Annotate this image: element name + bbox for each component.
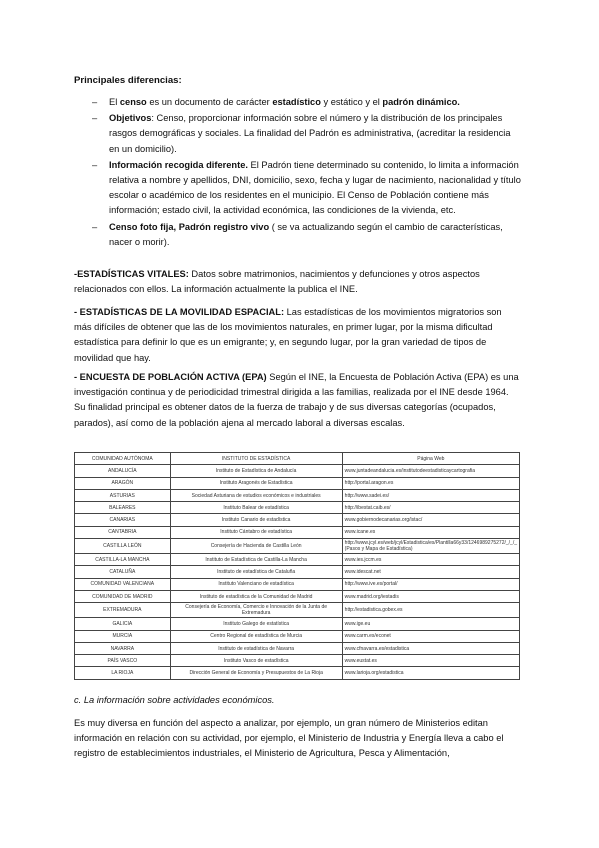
- statistics-institutes-table: [74, 452, 520, 680]
- cell-institute: Instituto Canario de estadística: [170, 514, 342, 526]
- table-row: [75, 514, 520, 526]
- cell-region: ANDALUCÍA: [75, 465, 171, 477]
- cell-website: http://www.sadei.es/: [342, 489, 519, 501]
- cell-institute: Instituto de estadística de Navarra: [170, 642, 342, 654]
- cell-institute: Centro Regional de estadística de Murcia: [170, 630, 342, 642]
- cell-institute: Instituto Cántabro de estadística: [170, 526, 342, 538]
- cell-region: NAVARRA: [75, 642, 171, 654]
- column-header: Página Web: [342, 453, 519, 465]
- cell-website: http://estadistica.gobex.es: [342, 603, 519, 618]
- cell-website: www.larioja.org/estadistica: [342, 667, 519, 679]
- cell-institute: Instituto de Estadística de Castilla-La Mancha: [170, 554, 342, 566]
- cell-institute: Dirección General de Economía y Presupuestos de La Rioja: [170, 667, 342, 679]
- cell-region: BALEARES: [75, 502, 171, 514]
- cell-region: MURCIA: [75, 630, 171, 642]
- cell-website: http://portal.aragon.es: [342, 477, 519, 489]
- table-row: [75, 618, 520, 630]
- table-row: [75, 603, 520, 618]
- cell-institute: Instituto de estadística de Cataluña: [170, 566, 342, 578]
- cell-region: CATALUÑA: [75, 566, 171, 578]
- cell-region: ARAGÓN: [75, 477, 171, 489]
- list-item: – Censo foto fija, Padrón registro vivo ( se va actualizando según el cambio de características, nacer o morir).: [92, 221, 503, 247]
- mobility-paragraph: - ESTADÍSTICAS DE LA MOVILIDAD ESPACIAL: Las estadísticas de los movimientos migratorios son más difíciles de obtener que las de los movimientos naturales, en primer lugar, por la misma dificultad estadística para definir lo que es un emigrante; y, en segundo lugar, por la gran variedad de tipos de movilidad que hay.: [74, 307, 502, 363]
- cell-website: www.ies.jccm.es: [342, 554, 519, 566]
- cell-region: PAÍS VASCO: [75, 655, 171, 667]
- cell-region: CANARIAS: [75, 514, 171, 526]
- table-header-row: [75, 453, 520, 465]
- table-row: [75, 539, 520, 554]
- table-row: [75, 590, 520, 602]
- table-row: [75, 477, 520, 489]
- vital-statistics-paragraph: -ESTADÍSTICAS VITALES: Datos sobre matrimonios, nacimientos y defunciones y otros aspectos relacionados con ellos. La información actualmente la publica el INE.: [74, 269, 480, 295]
- cell-region: CANTABRIA: [75, 526, 171, 538]
- cell-region: GALICIA: [75, 618, 171, 630]
- cell-website: www.carm.es/econet: [342, 630, 519, 642]
- cell-institute: Consejería de Economía, Comercio e Innovación de la Junta de Extremadura: [170, 603, 342, 618]
- cell-region: CASTILLA LEÓN: [75, 539, 171, 554]
- cell-region: LA RIOJA: [75, 667, 171, 679]
- differences-list: [92, 95, 522, 251]
- table-row: [75, 642, 520, 654]
- cell-website: www.idescat.net: [342, 566, 519, 578]
- cell-website: www.eustat.es: [342, 655, 519, 667]
- cell-region: COMUNIDAD DE MADRID: [75, 590, 171, 602]
- cell-region: EXTREMADURA: [75, 603, 171, 618]
- cell-website: www.icane.es: [342, 526, 519, 538]
- table-row: [75, 489, 520, 501]
- table-row: [75, 465, 520, 477]
- cell-institute: Sociedad Asturiana de estudios económicos e industriales: [170, 489, 342, 501]
- cell-website: http://www.jcyl.es/web/jcyl/Estadistica/es/Plantilla66y33/1246989275272/_/_/_ (Pasos y Mapa de Estadística): [342, 539, 519, 554]
- cell-website: www.gobiernodecanarias.org/istac/: [342, 514, 519, 526]
- table-row: [75, 630, 520, 642]
- cell-region: ASTURIAS: [75, 489, 171, 501]
- cell-website: www.madrid.org/iestadis: [342, 590, 519, 602]
- cell-institute: Consejería de Hacienda de Castilla León: [170, 539, 342, 554]
- column-header: COMUNIDAD AUTÓNOMA: [75, 453, 171, 465]
- economic-info-paragraph: Es muy diversa en función del aspecto a analizar, por ejemplo, un gran número de Ministerios editan información en relación con su actividad, por ejemplo, el Ministerio de Industria y Energía lleva a cabo el registro de establecimientos industriales, el Ministerio de Agricultura, Pesca y Alimentación,: [74, 718, 504, 759]
- list-item: – El censo es un documento de carácter estadístico y estático y el padrón dinámico.: [92, 95, 522, 110]
- dash-bullet: –: [92, 113, 98, 124]
- table-row: [75, 578, 520, 590]
- table-row: [75, 667, 520, 679]
- cell-institute: Instituto Galego de estatística: [170, 618, 342, 630]
- column-header: INSTITUTO DE ESTADÍSTICA: [170, 453, 342, 465]
- section-heading: Principales diferencias:: [74, 75, 182, 86]
- epa-paragraph: - ENCUESTA DE POBLACIÓN ACTIVA (EPA) Según el INE, la Encuesta de Población Activa (EPA) es una investigación continua y de periodicidad trimestral dirigida a las familias, realizada por el INE desde 1964. Su finalidad principal es obtener datos de la fuerza de trabajo y de sus diversas categorías (ocupados, parados), así como de la población ajena al mercado laboral a diversas escalas.: [74, 372, 519, 428]
- table-row: [75, 526, 520, 538]
- cell-website: http://ibestat.caib.es/: [342, 502, 519, 514]
- cell-institute: Instituto Valenciano de estadística: [170, 578, 342, 590]
- dash-bullet: –: [92, 159, 98, 170]
- cell-website: www.juntadeandalucia.es/institutodeestadisticaycartografia: [342, 465, 519, 477]
- cell-institute: Instituto Aragonés de Estadística: [170, 477, 342, 489]
- table-row: [75, 502, 520, 514]
- cell-website: www.ige.eu: [342, 618, 519, 630]
- table-row: [75, 566, 520, 578]
- cell-institute: Instituto Vasco de estadística: [170, 655, 342, 667]
- list-item: – Objetivos: Censo, proporcionar información sobre el número y la distribución de los principales rasgos demográficas y sociales. La finalidad del Padrón es administrativa, (acreditar la residencia en un domicilio).: [92, 113, 511, 154]
- cell-website: http://www.ive.es/portal/: [342, 578, 519, 590]
- dash-bullet: –: [92, 97, 98, 107]
- list-item: – Información recogida diferente. El Padrón tiene determinado su contenido, lo limita a información relativa a nombre y apellidos, DNI, domicilio, sexo, fecha y lugar de nacimiento, nacionalidad y título escolar o académico de los residentes en el municipio. El Censo de Población contiene más información; estado civil, la actividad económica, las condiciones de la vivienda, etc.: [92, 159, 521, 216]
- cell-region: COMUNIDAD VALENCIANA: [75, 578, 171, 590]
- table-row: [75, 554, 520, 566]
- cell-website: www.cfnavarra.es/estadistica: [342, 642, 519, 654]
- table-row: [75, 655, 520, 667]
- dash-bullet: –: [92, 221, 98, 232]
- cell-institute: Instituto Balear de estadística: [170, 502, 342, 514]
- cell-region: CASTILLA-LA MANCHA: [75, 554, 171, 566]
- cell-institute: Instituto de estadística de la Comunidad de Madrid: [170, 590, 342, 602]
- cell-institute: Instituto de Estadística de Andalucía: [170, 465, 342, 477]
- subsection-heading: c. La información sobre actividades económicos.: [74, 695, 275, 705]
